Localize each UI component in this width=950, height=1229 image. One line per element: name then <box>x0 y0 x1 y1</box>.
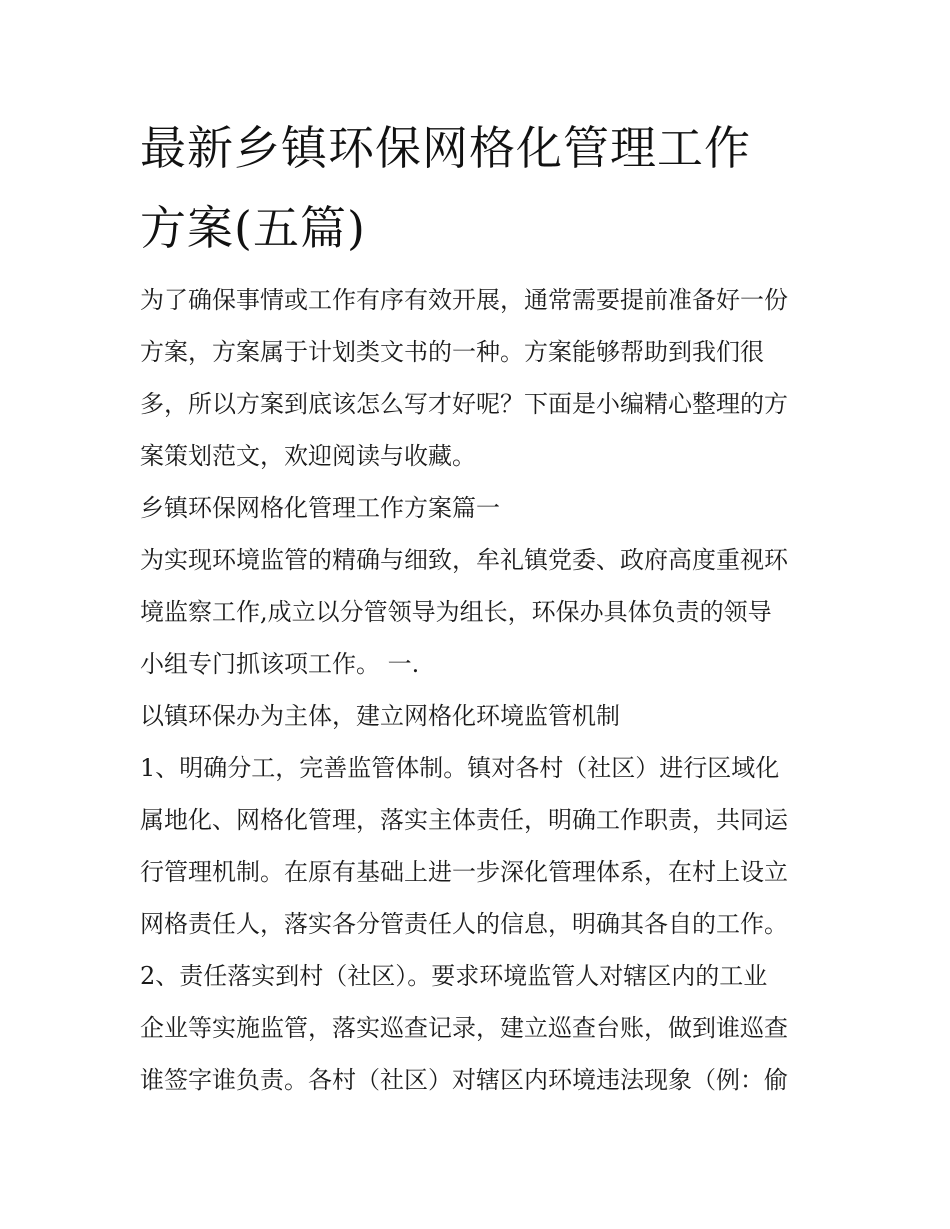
text-line: 为了确保事情或工作有序有效开展，通常需要提前准备好一份 <box>140 286 788 314</box>
text-line: 行管理机制。在原有基础上进一步深化管理体系，在村上设立 <box>140 858 788 886</box>
text-line: 小组专门抓该项工作。 一. <box>140 650 420 678</box>
list-item-2 <box>140 950 820 1106</box>
text-line: 2、责任落实到村（社区）。要求环境监管人对辖区内的工业 <box>140 962 768 990</box>
text-line: 属地化、网格化管理，落实主体责任，明确工作职责，共同运 <box>140 806 788 834</box>
text-line: 多，所以方案到底该怎么写才好呢？下面是小编精心整理的方 <box>140 390 788 418</box>
subheading <box>140 690 820 742</box>
text-line: 乡镇环保网格化管理工作方案篇一 <box>140 494 500 522</box>
list-item-1 <box>140 742 820 950</box>
title-line: 最新乡镇环保网格化管理工作 <box>140 121 751 175</box>
paragraph-1 <box>140 534 820 690</box>
text-line: 为实现环境监管的精确与细致，牟礼镇党委、政府高度重视环 <box>140 546 788 574</box>
document-title <box>140 108 820 268</box>
text-line: 谁签字谁负责。各村（社区）对辖区内环境违法现象（例：偷 <box>140 1066 788 1094</box>
text-line: 境监察工作,成立以分管领导为组长，环保办具体负责的领导 <box>140 598 772 626</box>
text-line: 1、明确分工，完善监管体制。镇对各村（社区）进行区域化 <box>140 754 780 782</box>
text-line: 网格责任人，落实各分管责任人的信息，明确其各自的工作。 <box>140 910 788 938</box>
text-line: 案策划范文，欢迎阅读与收藏。 <box>140 442 476 470</box>
intro-paragraph <box>140 274 820 482</box>
section-heading <box>140 482 820 534</box>
text-line: 方案，方案属于计划类文书的一种。方案能够帮助到我们很 <box>140 338 764 366</box>
text-line: 以镇环保办为主体，建立网格化环境监管机制 <box>140 702 620 730</box>
text-line: 企业等实施监管，落实巡查记录，建立巡查台账，做到谁巡查 <box>140 1014 788 1042</box>
title-line: 方案(五篇) <box>140 201 366 255</box>
